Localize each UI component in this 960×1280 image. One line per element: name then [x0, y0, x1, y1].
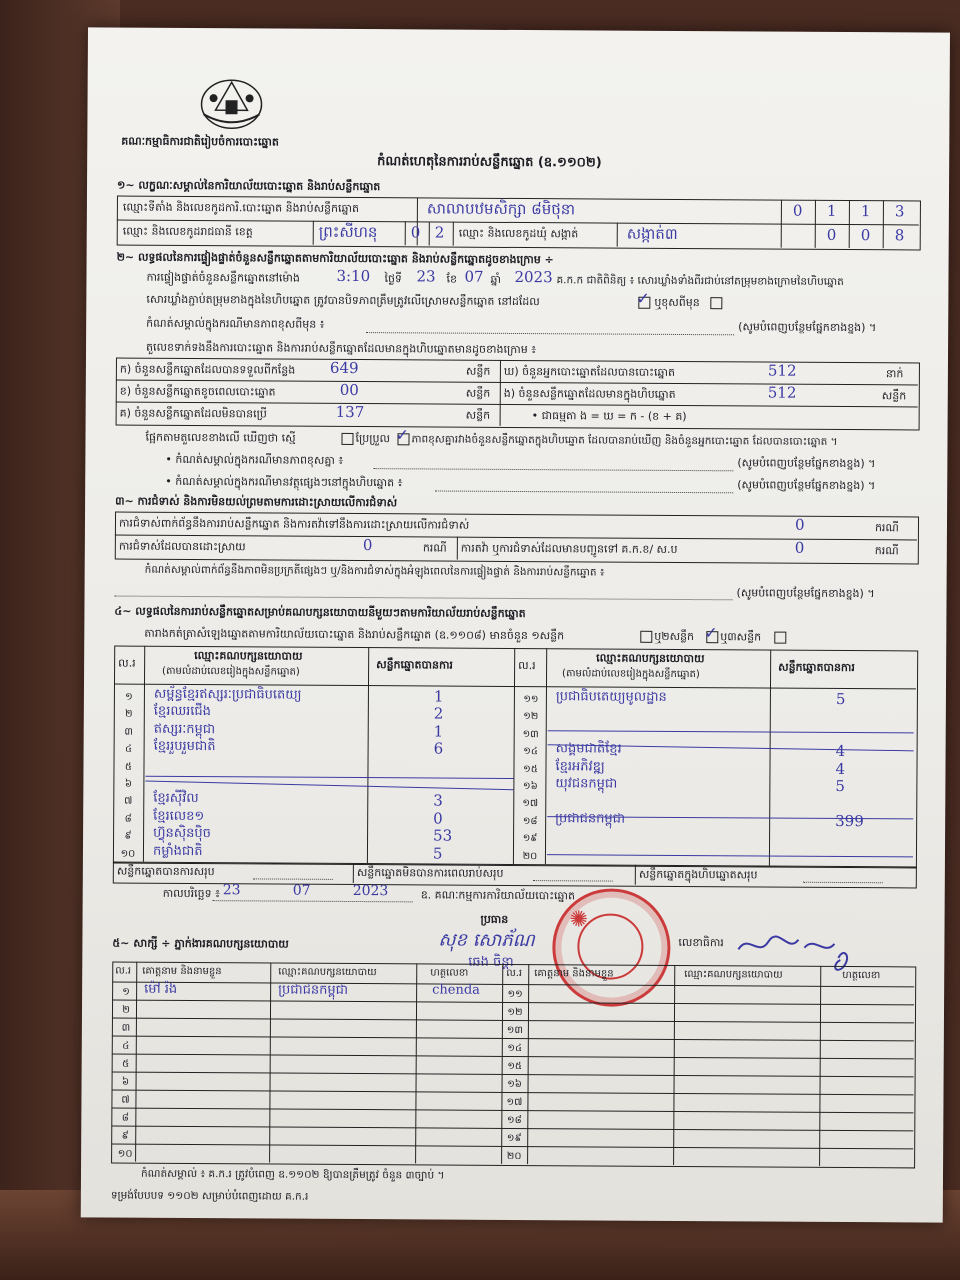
compare-label: ផ្អែកតាមតួលេខខាងលើ ឃើញថា ស្មើ — [145, 430, 296, 445]
date-label: កាលបរិច្ឆេទ ៖ — [162, 886, 220, 901]
ko-unit: សន្លឹក — [465, 408, 491, 422]
party-row-name: ខ្មែរស៊ីវិល — [153, 791, 199, 807]
ngo-value: 512 — [767, 383, 797, 402]
party-row-no: ៨ — [124, 813, 132, 825]
witness-no: ២ — [122, 1004, 130, 1016]
kho-unit: នាក់ — [885, 367, 904, 381]
col-votes-right: សន្លឹកឆ្នោតបានការ — [778, 660, 855, 675]
objection-value: 0 — [794, 515, 805, 534]
changed-label: ប្រែប្រួល — [355, 432, 391, 446]
bullet-difference: • កំណត់សម្គាល់ក្នុងករណីមានភាពខុសគ្នា ៖ — [165, 452, 344, 467]
equal-checkbox[interactable] — [341, 433, 353, 445]
col-party-left: ឈ្មោះគណបក្សនយោបាយ — [194, 649, 303, 663]
objection-label: ការជំទាស់ពាក់ព័ន្ធនឹងការរាប់សន្លឹកឆ្នោត និងការតវ៉ាទៅនឹងការដោះស្រាយលើការជំទាស់ — [118, 516, 470, 532]
forwarded-case: ករណី — [874, 544, 899, 558]
witness-no: ៤ — [122, 1040, 130, 1052]
party-row-no: ១២ — [523, 711, 539, 723]
kho-value: 512 — [767, 361, 797, 380]
party-row-name: ហ៊្វុនស៊ិនប៉ិច — [153, 825, 211, 842]
party-results-table — [113, 646, 918, 869]
witness-no-right: ១៥ — [507, 1060, 523, 1073]
party-row-votes: 3 — [433, 791, 443, 810]
box-total-label: សន្លឹកឆ្នោតក្នុងហិបឆ្នោតសរុប — [638, 867, 758, 882]
bullet-difference-suffix: (សូមបំពេញបន្ថែមផ្នែកខាងខ្នង) ។ — [737, 456, 876, 471]
committee-label: ឧ. គណៈកម្មការការិយាល័យបោះឆ្នោត — [420, 888, 576, 903]
verify-time-label: ការផ្ទៀងផ្ទាត់ចំនួនសន្លឹកឆ្នោតនៅម៉ោង — [146, 270, 300, 285]
ka-label: ក) ចំនួនសន្លឹកឆ្នោតដែលបានទទួលពីកន្លែង — [119, 362, 296, 377]
witness-party: ប្រជាជនកម្ពុជា — [278, 982, 349, 998]
section1-heading: ១~ លក្ខណៈសម្គាល់នៃការិយាល័យបោះឆ្នោត និងរាប់សន្លឹកឆ្នោត — [117, 178, 381, 194]
w-col-no-right: ល.រ — [506, 967, 523, 980]
w-col-no-left: ល.រ — [115, 965, 132, 977]
party-row-name: ខ្មែរឈរជើង — [153, 704, 212, 720]
party-row-votes: 6 — [433, 739, 444, 758]
w-col-party-right: ឈ្មោះគណបក្សនយោបាយ — [684, 969, 783, 981]
province-label: ឈ្មោះ និងលេខកូដរាជធានី ខេត្ត — [122, 224, 253, 239]
w-col-name-right: គោត្តនាម និងនាមខ្លួន — [534, 968, 614, 980]
col-no-left: ល.រ — [118, 656, 136, 670]
location-code-4: 3 — [894, 202, 905, 221]
col-votes-left: សន្លឹកឆ្នោតបានការ — [376, 658, 453, 672]
col-party-sub-right: (តាមលំដាប់លេខរៀងក្នុងសន្លឹកឆ្នោត) — [562, 668, 700, 681]
witness-no: ៣ — [121, 1022, 131, 1034]
party-row-name: ខ្មែរអភិវឌ្ឍ — [555, 758, 605, 775]
same-checkmark-icon: ✓ — [636, 288, 650, 308]
verify-year: 2023 — [514, 267, 553, 287]
commune-code-1: 0 — [826, 225, 837, 244]
date-year: 2023 — [352, 883, 389, 900]
three-sheet-checkbox[interactable] — [774, 632, 786, 644]
secretary-label: លេខាធិការ — [678, 935, 724, 950]
party-row-votes: 0 — [433, 809, 443, 828]
col-party-sub-left: (តាមលំដាប់លេខរៀងក្នុងសន្លឹកឆ្នោត) — [162, 665, 300, 678]
chair-label: ប្រធាន — [480, 912, 509, 926]
party-row-votes: 5 — [835, 689, 846, 709]
party-row-no: ១៦ — [523, 781, 538, 793]
form-title: កំណត់ហេតុនៃការរាប់សន្លឹកឆ្នោត (ឧ.១១០២) — [377, 154, 602, 171]
witness-no-right: ១១ — [507, 988, 523, 1001]
party-row-name: សម្ព័ន្ធខ្មែរឥស្សរៈប្រជាធិបតេយ្យ — [153, 686, 302, 703]
day-label: ថ្ងៃទី — [384, 272, 402, 286]
nec-emblem-icon — [195, 70, 267, 132]
province-code-2: 2 — [434, 223, 445, 242]
invalid-total-label: សន្លឹកឆ្នោតមិនបានការពេលរាប់សរុប — [356, 866, 504, 880]
irregularity-note: កំណត់សម្គាល់ពាក់ព័ន្ធនឹងភាពមិនប្រក្រតីផ្សេងៗ ឬ/និងការជំទាស់ក្នុងអំឡុងពេលនៃការផ្ទៀងផ្ទាត់ និងការរាប់សន្លឹកឆ្នោត ៖ — [144, 563, 605, 579]
party-row-name: យុវជនកម្ពុជា — [555, 776, 618, 792]
month-label: ខែ — [446, 272, 458, 286]
witness-no: ៨ — [121, 1112, 129, 1124]
party-row-votes: 1 — [433, 722, 444, 741]
witness-no: ៧ — [121, 1094, 130, 1106]
changed-checkmark-icon: ✓ — [395, 425, 409, 445]
difference-note-suffix: (សូមបំពេញបន្ថែមផ្នែកខាងខ្នង) ។ — [738, 320, 877, 335]
footnote: កំណត់សម្គាល់ ៖ គ.ក.រ ត្រូវបំពេញ ឧ.១១០២ ឱ្យបានត្រឹមត្រូវ ចំនួន ៣ច្បាប់ ។ — [140, 1167, 445, 1182]
party-row-no: ១៩ — [522, 833, 538, 845]
party-row-no: ១៣ — [522, 728, 539, 740]
tally-intro: តារាងកត់ត្រាសំឡេងឆ្នោតតាមការិយាល័យបោះឆ្នោត និងរាប់សន្លឹកឆ្នោត (ឧ.១១០៨) មានចំនួន ១សន្លឹក — [144, 626, 565, 643]
different-checkbox[interactable] — [710, 297, 722, 309]
party-row-votes: 53 — [433, 826, 453, 845]
party-row-name: ខ្មែររួបរួមជាតិ — [153, 738, 216, 755]
section5-heading: ៥~ សាក្សី ÷ ភ្នាក់ងារគណបក្សនយោបាយ — [112, 936, 289, 951]
section2-heading: ២~ លទ្ធផលនៃការផ្ទៀងផ្ទាត់ចំនួនសន្លឹកឆ្នោតតាមការិយាល័យបោះឆ្នោត និងរាប់សន្លឹកឆ្នោតដូចខាងក្រោម ÷ — [116, 250, 554, 267]
location-code-3: 1 — [860, 202, 871, 221]
location-code-2: 1 — [826, 201, 837, 220]
inner-seal-text: សោរឃ្លាំងភ្ជាប់តម្រុមខាងក្នុងនៃហិបឆ្នោត ត្រូវបានបិទភាពត្រឹមត្រូវលើស្រោមសន្លឹកឆ្នោត នៅដដែល — [146, 292, 540, 309]
figures-intro: តួលេខទាក់ទងនឹងការបោះឆ្នោត និងការរាប់សន្លឹកឆ្នោតដែលមានក្នុងហិបឆ្នោតមានដូចខាងក្រោម ៖ — [146, 340, 537, 357]
col-no-right: ល.រ — [518, 659, 536, 673]
two-sheet-checkmark-icon: ✓ — [704, 623, 718, 643]
bullet-items-suffix: (សូមបំពេញបន្ថែមផ្នែកខាងខ្នង) ។ — [737, 478, 876, 493]
witness-no-right: ១៤ — [507, 1042, 523, 1055]
ko-label: គ) ចំនួនសន្លឹកឆ្នោតដែលមិនបានប្រើ — [119, 406, 267, 421]
party-row-name: ខ្មែរលេខ១ — [153, 808, 205, 824]
witness-no: ៩ — [121, 1130, 129, 1142]
official-seal-icon: ✺ — [552, 888, 671, 1007]
one-sheet-checkbox[interactable] — [640, 631, 652, 643]
location-code-1: 0 — [792, 201, 803, 220]
resolved-case: ករណី — [422, 541, 447, 555]
party-row-votes: 2 — [433, 704, 444, 723]
commune-value: សង្កាត់៣ — [626, 224, 678, 243]
party-row-no: ៦ — [124, 778, 132, 790]
ka-unit: សន្លឹក — [465, 364, 491, 378]
witness-no-right: ១៧ — [506, 1096, 523, 1109]
ka-value: 649 — [329, 358, 359, 378]
compare-rest: ភាពខុសគ្នារវាងចំនួនសន្លឹកឆ្នោតក្នុងហិបឆ្នោត ដែលបានរាប់ឃើញ និងចំនួនអ្នកបោះឆ្នោត ដែលបានបោះឆ្នោត ។ — [411, 433, 838, 448]
party-row-no: ៣ — [124, 726, 134, 738]
col-party-right: ឈ្មោះគណបក្សនយោបាយ — [596, 651, 705, 666]
verify-month: 07 — [464, 267, 484, 286]
verify-day: 23 — [416, 267, 436, 286]
witness-no-right: ១៣ — [506, 1024, 523, 1037]
party-row-name: ប្រជាធិបតេយ្យមូលដ្ឋាន — [555, 689, 667, 705]
witness-no: ១ — [122, 986, 130, 998]
seal-check-text: គ.ក.ក ជាតិពិនិត្យ ៖ សោរឃ្លាំងទាំងពីរជាប់នៅតម្រុមខាងក្រោមនៃហិបឆ្នោត — [556, 274, 844, 288]
resolved-label: ការជំទាស់ដែលបានដោះស្រាយ — [118, 539, 246, 554]
party-row-no: ១៥ — [523, 763, 538, 775]
org-name: គណៈកម្មាធិការជាតិរៀបចំការបោះឆ្នោត — [121, 134, 279, 149]
witness-sign: chenda — [432, 982, 480, 998]
kho-label: ឃ) ចំនួនអ្នកបោះឆ្នោតដែលបានបោះឆ្នោត — [503, 364, 676, 379]
witness-name: ម៉ៅ រ៉ង — [144, 981, 178, 997]
forwarded-value: 0 — [794, 538, 805, 557]
commune-code-2: 0 — [860, 226, 871, 245]
location-value: សាលាបឋមសិក្សា ៨មិថុនា — [426, 199, 576, 219]
w-col-party-left: ឈ្មោះគណបក្សនយោបាយ — [278, 966, 377, 979]
province-value: ព្រះសីហនុ — [318, 222, 378, 242]
witness-no-right: ១៦ — [507, 1078, 522, 1091]
witness-no: ៥ — [122, 1058, 130, 1070]
objection-case: ករណី — [874, 521, 899, 535]
party-row-name: សង្គមជាតិខ្មែរ — [555, 741, 622, 757]
formula: • ជាធម្មតា ង = ឃ = ក - (ខ + គ) — [531, 409, 687, 424]
party-row-no: ១៨ — [522, 815, 538, 827]
party-row-name: ឥស្សរៈកម្ពុជា — [153, 721, 216, 737]
party-row-no: ១ — [125, 691, 133, 703]
commune-label: ឈ្មោះ និងលេខកូដឃុំ សង្កាត់ — [458, 226, 579, 241]
party-row-no: ១៤ — [523, 746, 538, 758]
witness-no-right: ១៨ — [506, 1114, 522, 1127]
witness-no-right: ១២ — [507, 1006, 523, 1019]
party-row-votes: 5 — [835, 776, 845, 796]
form-footer: ទម្រង់បែបបទ ១១០២ សម្រាប់បំពេញដោយ គ.ក.រ — [110, 1189, 309, 1203]
party-row-name: កម្លាំងជាតិ — [152, 843, 203, 859]
verify-time: 3:10 — [336, 266, 371, 286]
difference-note-label: កំណត់សម្គាល់ក្នុងករណីមានភាពខុសពីមុន ៖ — [146, 316, 325, 331]
party-row-votes: 5 — [432, 844, 443, 863]
resolved-value: 0 — [362, 536, 373, 555]
party-row-no: ២ — [124, 708, 133, 721]
location-label: ឈ្មោះទីតាំង និងលេខកូដការិ.បោះឆ្នោត និងរាប់សន្លឹកឆ្នោត — [122, 200, 360, 216]
party-row-no: ៥ — [124, 761, 133, 773]
section3-heading: ៣~ ការជំទាស់ និងការមិនយល់ព្រមតាមការដោះស្រាយលើការជំទាស់ — [115, 494, 398, 510]
two-sheet-label: ឬ២សន្លឹក — [654, 629, 695, 644]
bullet-items: • កំណត់សម្គាល់ក្នុងករណីមានវត្ថុផ្សេងៗនៅក្នុងហិបឆ្នោត ៖ — [165, 474, 403, 490]
kha-unit: សន្លឹក — [465, 386, 491, 400]
ko-value: 137 — [335, 402, 365, 422]
date-day: 23 — [222, 882, 241, 899]
irregularity-suffix: (សូមបំពេញបន្ថែមផ្នែកខាងខ្នង) ។ — [736, 586, 875, 601]
w-col-sign-right: ហត្ថលេខា — [842, 969, 881, 982]
three-sheet-label: ឬ៣សន្លឹក — [720, 630, 762, 644]
witness-no-right: ២០ — [506, 1150, 522, 1163]
w-col-sign-left: ហត្ថលេខា — [430, 967, 469, 979]
commune-code-3: 8 — [894, 226, 905, 245]
different-label: ឬខុសពីមុន — [654, 295, 700, 310]
witness-no: ១០ — [117, 1148, 133, 1160]
party-row-votes: 399 — [835, 811, 864, 830]
witness-no: ៦ — [121, 1076, 130, 1088]
kha-label: ខ) ចំនួនសន្លឹកឆ្នោតខូចពេលបោះឆ្នោត — [119, 384, 276, 399]
forwarded-label: ការតវ៉ា ឬការជំទាស់ដែលមានបញ្ជូនទៅ គ.ក.ខ/ ស.ប — [460, 541, 678, 556]
election-form-paper — [81, 27, 950, 1222]
ngo-unit: សន្លឹក — [881, 389, 907, 403]
party-row-name: ប្រជាជនកម្ពុជា — [555, 811, 626, 827]
ngo-label: ង) ចំនួនសន្លឹកឆ្នោតដែលមានក្នុងហិបឆ្នោត — [503, 386, 676, 401]
witness-no-right: ១៩ — [506, 1132, 522, 1145]
party-row-no: ១៧ — [522, 798, 539, 810]
party-row-no: ៧ — [124, 795, 133, 808]
year-label: ឆ្នាំ — [490, 272, 502, 286]
date-month: 07 — [292, 882, 311, 899]
section4-heading: ៤~ លទ្ធផលនៃការរាប់សន្លឹកឆ្នោតសម្រាប់គណបក្សនយោបាយនីមួយៗតាមការិយាល័យរាប់សន្លឹកឆ្នោត — [114, 604, 526, 621]
party-row-votes: 1 — [433, 687, 444, 706]
party-row-no: ៩ — [124, 830, 132, 842]
valid-total-label: សន្លឹកឆ្នោតបានការសរុប — [116, 864, 215, 879]
kha-value: 00 — [339, 380, 359, 400]
chair-signature-name: ឆេង ចិន្តា — [468, 954, 514, 970]
province-code-1: 0 — [410, 223, 421, 242]
party-row-no: ១១ — [523, 694, 539, 706]
party-row-votes: 4 — [835, 742, 846, 761]
party-row-no: ១០ — [120, 848, 136, 860]
party-row-votes: 4 — [835, 759, 846, 778]
chair-signature: សុខ សោភ័ណ — [438, 929, 535, 952]
w-col-name-left: គោត្តនាម និងនាមខ្លួន — [142, 965, 222, 978]
party-row-no: ២០ — [522, 850, 538, 862]
party-row-no: ៤ — [125, 743, 133, 755]
